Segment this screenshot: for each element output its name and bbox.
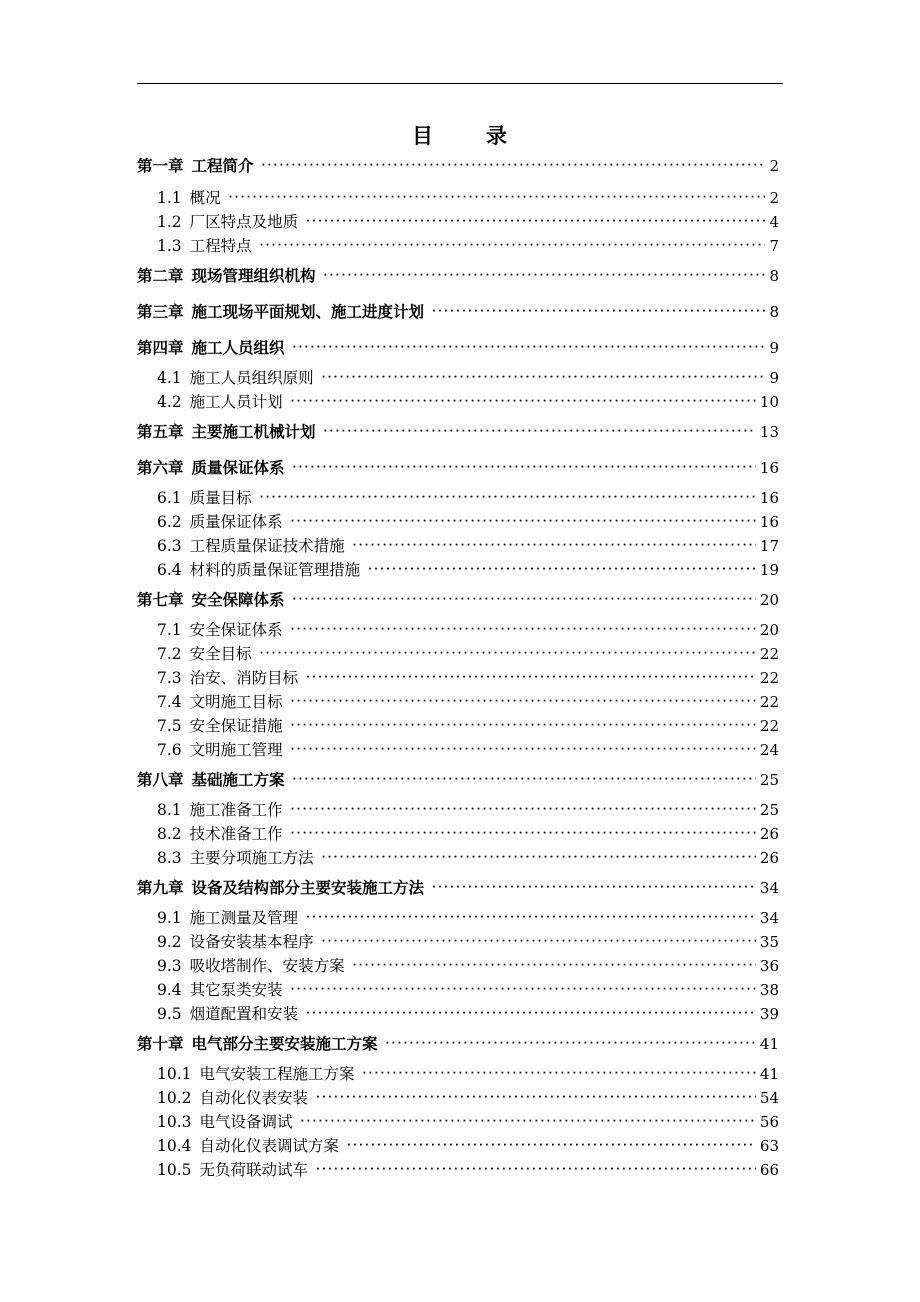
toc-page-number: 8	[769, 267, 779, 285]
toc-entry-number: 10.3	[157, 1113, 192, 1131]
toc-entry-number: 7.2	[157, 645, 182, 663]
toc-section-entry[interactable]	[137, 1000, 779, 1024]
toc-section-entry[interactable]	[137, 820, 779, 844]
toc-section-entry[interactable]	[137, 556, 779, 580]
toc-entry-number: 7.5	[157, 717, 182, 735]
toc-chapter-entry[interactable]	[137, 766, 779, 790]
toc-entry-text: 文明施工管理	[189, 741, 283, 759]
toc-page-number: 66	[759, 1161, 779, 1179]
toc-entry-number: 7.6	[157, 741, 182, 759]
toc-entry-label	[157, 800, 283, 820]
toc-entry-text: 无负荷联动试车	[199, 1161, 309, 1179]
toc-entry-text: 技术准备工作	[189, 825, 283, 843]
dot-leader	[291, 392, 756, 412]
dot-leader	[293, 338, 766, 358]
toc-entry-label	[157, 716, 283, 736]
toc-entry-number: 第五章	[137, 423, 184, 441]
toc-entry-text: 施工现场平面规划、施工进度计划	[191, 303, 425, 321]
toc-entry-number: 10.4	[157, 1137, 192, 1155]
toc-section-entry[interactable]	[137, 1156, 779, 1180]
dot-leader	[306, 1004, 756, 1024]
toc-chapter-entry[interactable]	[137, 586, 779, 610]
page-title-right: 录	[486, 124, 508, 148]
toc-entry-text: 电气部分主要安装施工方案	[191, 1035, 378, 1053]
toc-page-number: 25	[759, 801, 779, 819]
toc-entry-text: 烟道配置和安装	[189, 1005, 299, 1023]
toc-entry-text: 治安、消防目标	[189, 669, 299, 687]
toc-entry-text: 基础施工方案	[191, 771, 285, 789]
toc-entry-text: 安全目标	[189, 645, 252, 663]
toc-entry-text: 现场管理组织机构	[191, 267, 316, 285]
toc-page-number: 2	[769, 189, 779, 207]
toc-entry-label	[157, 668, 298, 688]
toc-entry-label	[157, 956, 345, 976]
toc-entry-text: 施工准备工作	[189, 801, 283, 819]
toc-entry-text: 质量保证体系	[189, 513, 283, 531]
toc-entry-text: 工程简介	[191, 157, 254, 175]
toc-entry-text: 文明施工目标	[189, 693, 283, 711]
toc-page-number: 36	[759, 957, 779, 975]
toc-entry-label	[157, 1064, 355, 1084]
toc-entry-text: 设备及结构部分主要安装施工方法	[191, 879, 425, 897]
toc-chapter-entry[interactable]	[137, 418, 779, 442]
toc-section-entry[interactable]	[137, 208, 779, 232]
toc-entry-label	[137, 878, 424, 898]
dot-leader	[291, 980, 756, 1000]
dot-leader	[322, 368, 766, 388]
toc-entry-number: 第八章	[137, 771, 184, 789]
toc-entry-text: 自动化仪表安装	[199, 1089, 309, 1107]
toc-entry-text: 材料的质量保证管理措施	[189, 561, 361, 579]
toc-section-entry[interactable]	[137, 664, 779, 688]
toc-entry-number: 9.5	[157, 1005, 182, 1023]
dot-leader	[260, 644, 756, 664]
dot-leader	[432, 302, 765, 322]
toc-chapter-entry[interactable]	[137, 454, 779, 478]
toc-entry-text: 工程质量保证技术措施	[189, 537, 345, 555]
toc-section-entry[interactable]	[137, 1108, 779, 1132]
toc-entry-label	[157, 368, 314, 388]
toc-page-number: 39	[759, 1005, 779, 1023]
dot-leader	[291, 620, 756, 640]
toc-section-entry[interactable]	[137, 1084, 779, 1108]
toc-chapter-entry[interactable]	[137, 334, 779, 358]
toc-entry-text: 施工人员组织	[191, 339, 285, 357]
toc-entry-number: 8.1	[157, 801, 182, 819]
toc-entry-label	[157, 908, 298, 928]
dot-leader	[291, 716, 756, 736]
toc-chapter-entry[interactable]	[137, 298, 779, 322]
dot-leader	[306, 212, 765, 232]
dot-leader	[324, 422, 756, 442]
page-title-left: 目	[412, 124, 434, 148]
toc-entry-number: 7.1	[157, 621, 182, 639]
toc-entry-number: 9.1	[157, 909, 182, 927]
toc-entry-text: 自动化仪表调试方案	[199, 1137, 340, 1155]
toc-entry-label	[157, 1160, 308, 1180]
toc-entry-label	[157, 692, 283, 712]
toc-page-number: 56	[759, 1113, 779, 1131]
toc-entry-label	[157, 644, 252, 664]
toc-entry-number: 第二章	[137, 267, 184, 285]
toc-page-number: 4	[769, 213, 779, 231]
toc-entry-text: 施工人员计划	[189, 393, 283, 411]
dot-leader	[432, 878, 756, 898]
toc-chapter-entry[interactable]	[137, 262, 779, 286]
toc-entry-text: 设备安装基本程序	[189, 933, 314, 951]
dot-leader	[322, 932, 756, 952]
toc-entry-text: 电气设备调试	[199, 1113, 293, 1131]
toc-page-number: 9	[769, 339, 779, 357]
toc-page-number: 13	[759, 423, 779, 441]
toc-entry-text: 概况	[189, 189, 221, 207]
toc-page-number: 26	[759, 849, 779, 867]
toc-entry-number: 9.2	[157, 933, 182, 951]
toc-entry-number: 6.3	[157, 537, 182, 555]
toc-page-number: 2	[769, 157, 779, 175]
dot-leader	[324, 266, 766, 286]
toc-entry-label	[157, 932, 314, 952]
toc-page-number: 22	[759, 693, 779, 711]
toc-entry-number: 4.2	[157, 393, 182, 411]
toc-entry-text: 安全保证措施	[189, 717, 283, 735]
toc-section-entry[interactable]	[137, 688, 779, 712]
toc-page-number: 24	[759, 741, 779, 759]
toc-entry-label	[137, 156, 254, 176]
toc-entry-label	[157, 536, 345, 556]
toc-entry-number: 第一章	[137, 157, 184, 175]
toc-section-entry[interactable]	[137, 1060, 779, 1084]
toc-section-entry[interactable]	[137, 184, 779, 208]
dot-leader	[293, 458, 756, 478]
toc-page-number: 16	[759, 459, 779, 477]
toc-entry-label	[157, 212, 298, 232]
toc-section-entry[interactable]	[137, 928, 779, 952]
toc-entry-text: 施工人员组织原则	[189, 369, 314, 387]
toc-entry-number: 6.2	[157, 513, 182, 531]
toc-entry-label	[157, 1088, 308, 1108]
toc-entry-text: 主要施工机械计划	[191, 423, 316, 441]
toc-entry-number: 1.3	[157, 237, 182, 255]
dot-leader	[306, 908, 756, 928]
toc-entry-text: 吸收塔制作、安装方案	[189, 957, 345, 975]
toc-entry-number: 第三章	[137, 303, 184, 321]
dot-leader	[291, 740, 756, 760]
toc-entry-number: 9.4	[157, 981, 182, 999]
toc-page-number: 20	[759, 591, 779, 609]
toc-entry-label	[137, 266, 316, 286]
dot-leader	[353, 536, 756, 556]
toc-page-number: 41	[759, 1065, 779, 1083]
toc-entry-label	[157, 740, 283, 760]
toc-chapter-entry[interactable]	[137, 152, 779, 176]
toc-page-number: 16	[759, 513, 779, 531]
toc-entry-label	[137, 302, 424, 322]
dot-leader	[368, 560, 756, 580]
dot-leader	[260, 236, 766, 256]
toc-section-entry[interactable]	[137, 616, 779, 640]
toc-entry-number: 8.3	[157, 849, 182, 867]
toc-entry-label	[157, 620, 283, 640]
toc-entry-label	[157, 512, 283, 532]
toc-entry-text: 安全保证体系	[189, 621, 283, 639]
toc-page-number: 41	[759, 1035, 779, 1053]
dot-leader	[293, 770, 756, 790]
toc-entry-text: 厂区特点及地质	[189, 213, 299, 231]
toc-entry-number: 1.2	[157, 213, 182, 231]
toc-entry-number: 4.1	[157, 369, 182, 387]
toc-entry-label	[157, 188, 221, 208]
toc-section-entry[interactable]	[137, 712, 779, 736]
toc-section-entry[interactable]	[137, 388, 779, 412]
toc-entry-label	[157, 488, 252, 508]
dot-leader	[363, 1064, 756, 1084]
toc-chapter-entry[interactable]	[137, 1030, 779, 1054]
toc-section-entry[interactable]	[137, 904, 779, 928]
toc-entry-label	[137, 458, 285, 478]
toc-page-number: 19	[759, 561, 779, 579]
toc-section-entry[interactable]	[137, 952, 779, 976]
toc-section-entry[interactable]	[137, 484, 779, 508]
dot-leader	[291, 800, 756, 820]
toc-page-number: 9	[769, 369, 779, 387]
toc-entry-label	[157, 236, 252, 256]
toc-section-entry[interactable]	[137, 508, 779, 532]
toc-entry-number: 7.4	[157, 693, 182, 711]
toc-page-number: 34	[759, 879, 779, 897]
toc-section-entry[interactable]	[137, 796, 779, 820]
toc-entry-number: 7.3	[157, 669, 182, 687]
toc-page-number: 38	[759, 981, 779, 999]
toc-entry-number: 第六章	[137, 459, 184, 477]
toc-page-number: 17	[759, 537, 779, 555]
toc-entry-label	[157, 1112, 293, 1132]
toc-entry-number: 6.1	[157, 489, 182, 507]
toc-entry-text: 工程特点	[189, 237, 252, 255]
toc-page-number: 34	[759, 909, 779, 927]
dot-leader	[293, 590, 756, 610]
toc-page-number: 35	[759, 933, 779, 951]
toc-entry-label	[137, 338, 285, 358]
toc-page-number: 22	[759, 669, 779, 687]
toc-entry-label	[157, 824, 283, 844]
dot-leader	[291, 692, 756, 712]
dot-leader	[386, 1034, 756, 1054]
toc-entry-label	[157, 392, 283, 412]
toc-section-entry[interactable]	[137, 844, 779, 868]
toc-entry-text: 质量目标	[189, 489, 252, 507]
toc-entry-number: 第十章	[137, 1035, 184, 1053]
toc-page-number: 10	[759, 393, 779, 411]
toc-section-entry[interactable]	[137, 364, 779, 388]
toc-section-entry[interactable]	[137, 736, 779, 760]
toc-entry-label	[137, 422, 316, 442]
toc-entry-number: 1.1	[157, 189, 182, 207]
dot-leader	[291, 512, 756, 532]
toc-entry-text: 安全保障体系	[191, 591, 285, 609]
dot-leader	[353, 956, 756, 976]
toc-page-number: 63	[759, 1137, 779, 1155]
dot-leader	[301, 1112, 756, 1132]
toc-page-number: 25	[759, 771, 779, 789]
toc-section-entry[interactable]	[137, 640, 779, 664]
toc-entry-label	[157, 848, 314, 868]
dot-leader	[229, 188, 766, 208]
dot-leader	[322, 848, 756, 868]
toc-entry-label	[137, 770, 285, 790]
toc-page-number: 22	[759, 645, 779, 663]
dot-leader	[347, 1136, 756, 1156]
toc-entry-label	[157, 980, 283, 1000]
toc-entry-number: 10.5	[157, 1161, 192, 1179]
toc-entry-text: 主要分项施工方法	[189, 849, 314, 867]
toc-entry-number: 9.3	[157, 957, 182, 975]
toc-entry-label	[157, 560, 360, 580]
toc-entry-number: 8.2	[157, 825, 182, 843]
toc-page-number: 22	[759, 717, 779, 735]
dot-leader	[306, 668, 756, 688]
toc-entry-number: 第七章	[137, 591, 184, 609]
toc-page-number: 54	[759, 1089, 779, 1107]
toc-entry-label	[157, 1004, 298, 1024]
toc-section-entry[interactable]	[137, 976, 779, 1000]
dot-leader	[262, 156, 766, 176]
dot-leader	[260, 488, 756, 508]
toc-chapter-entry[interactable]	[137, 874, 779, 898]
toc-entry-text: 其它泵类安装	[189, 981, 283, 999]
toc-entry-text: 施工测量及管理	[189, 909, 299, 927]
toc-entry-number: 10.2	[157, 1089, 192, 1107]
toc-entry-text: 质量保证体系	[191, 459, 285, 477]
toc-entry-number: 第九章	[137, 879, 184, 897]
toc-entry-label	[157, 1136, 339, 1156]
toc-section-entry[interactable]	[137, 1132, 779, 1156]
dot-leader	[316, 1160, 756, 1180]
toc-section-entry[interactable]	[137, 532, 779, 556]
toc-entry-label	[137, 1034, 378, 1054]
dot-leader	[291, 824, 756, 844]
toc-entry-label	[137, 590, 285, 610]
toc-page-number: 7	[769, 237, 779, 255]
toc-page-number: 16	[759, 489, 779, 507]
dot-leader	[316, 1088, 756, 1108]
toc-entry-number: 10.1	[157, 1065, 192, 1083]
toc-page-number: 26	[759, 825, 779, 843]
toc-page-number: 8	[769, 303, 779, 321]
toc-page-number: 20	[759, 621, 779, 639]
toc-entry-number: 第四章	[137, 339, 184, 357]
toc-entry-number: 6.4	[157, 561, 182, 579]
toc-entry-text: 电气安装工程施工方案	[199, 1065, 355, 1083]
toc-section-entry[interactable]	[137, 232, 779, 256]
